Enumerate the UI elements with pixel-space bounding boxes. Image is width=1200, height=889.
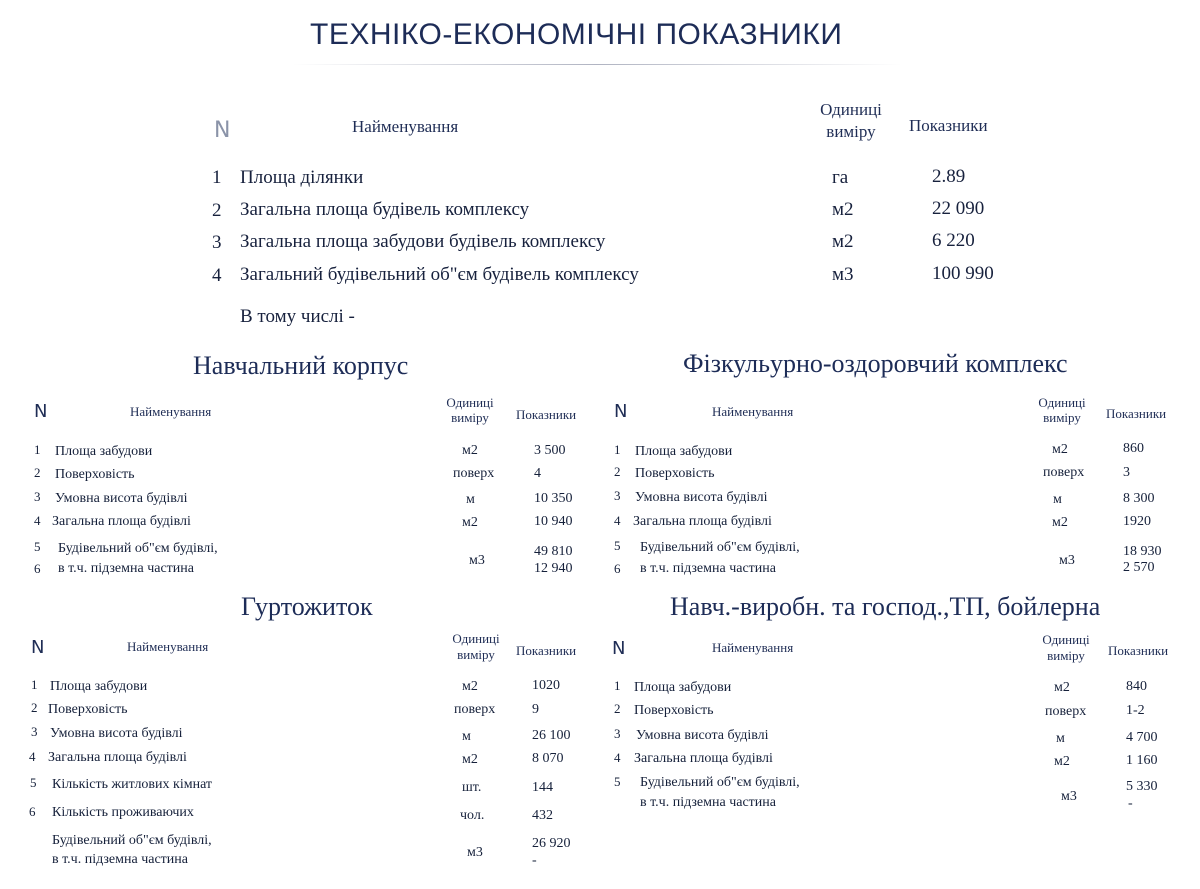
row-unit: га [832,167,849,188]
row-number: 5 [614,774,621,789]
number-sign-header: N [31,637,45,658]
number-sign-header: N [614,401,628,422]
row-unit: м2 [462,752,478,767]
row-value: 18 930 [1123,544,1162,559]
row-unit: м2 [1052,515,1068,530]
row-unit: м3 [832,264,854,285]
row-number: 6 [614,561,621,576]
row-number: 3 [614,726,621,741]
row-value: 1920 [1123,514,1151,529]
row-value: 26 920 [532,836,571,851]
row-name: Будівельний об"єм будівлі, [52,833,212,848]
row-number: 4 [212,265,222,286]
row-number: 2 [212,200,222,221]
row-unit: поверх [454,702,496,717]
section-title: Фізкульурно-оздоровчий комплекс [683,349,1068,378]
row-name: Площа забудови [635,444,733,459]
section-title: Навчальний корпус [193,351,409,380]
row-name: Загальна площа будівель комплексу [240,199,530,220]
row-name: Загальна площа будівлі [48,750,187,765]
row-value: 432 [532,808,553,823]
row-unit: чол. [460,808,485,823]
unit-header-line-1: Одиниці [1042,632,1090,647]
row-number: 5 [34,539,41,554]
row-name-sub: в т.ч. підземна частина [640,795,776,810]
row-number: 3 [31,724,38,739]
row-value: 100 990 [932,263,994,284]
row-number: 4 [29,749,36,764]
row-value: 8 300 [1123,491,1155,506]
row-name: Поверховість [55,467,135,482]
unit-header-line-2: виміру [457,647,495,662]
number-sign-header: N [214,118,231,143]
row-number: 4 [34,513,41,528]
row-value: 860 [1123,441,1144,456]
row-value-sub: 2 570 [1123,560,1155,575]
row-unit: м3 [1061,789,1077,804]
row-name: Поверховість [635,466,715,481]
row-value-sub: 12 940 [534,561,573,576]
number-sign-header: N [34,401,48,422]
row-value: 5 330 [1126,779,1158,794]
row-name: Площа забудови [50,679,148,694]
row-unit: поверх [453,466,495,481]
unit-header-line-1: Одиниці [446,395,494,410]
name-header: Найменування [712,640,794,655]
value-header: Показники [516,407,577,422]
row-value: 49 810 [534,544,573,559]
row-value: 1 160 [1126,753,1158,768]
row-value: 2.89 [932,166,966,187]
row-unit: м2 [1054,754,1070,769]
footnote: В тому числі - [240,306,355,327]
row-unit: м [462,729,471,744]
row-name: Площа забудови [55,444,153,459]
unit-header-line-2: виміру [1043,410,1081,425]
row-name: Умовна висота будівлі [635,490,768,505]
row-name: Будівельний об"єм будівлі, [640,540,800,555]
row-name-sub: в т.ч. підземна частина [640,561,776,576]
row-unit: поверх [1045,704,1087,719]
row-name: Загальний будівельний об"єм будівель комплексу [240,264,639,285]
row-name: Площа забудови [634,680,732,695]
row-name-sub: в т.ч. підземна частина [58,561,194,576]
row-name-sub: в т.ч. підземна частина [52,852,188,867]
row-number: 1 [212,167,222,188]
row-name: Поверховість [634,703,714,718]
row-unit: м2 [462,443,478,458]
name-header: Найменування [712,404,794,419]
row-unit: шт. [462,780,482,795]
value-header: Показники [909,116,988,135]
row-name: Умовна висота будівлі [50,726,183,741]
row-value: 8 070 [532,751,564,766]
row-number: 1 [614,442,621,457]
row-value-sub: - [1128,796,1133,811]
name-header: Найменування [130,404,212,419]
row-number: 2 [31,700,38,715]
row-name: Загальна площа будівлі [633,514,772,529]
row-unit: м2 [832,199,854,220]
row-unit: м2 [832,231,854,252]
row-value: 1020 [532,678,560,693]
row-number: 1 [34,442,41,457]
unit-header-line-2: виміру [826,122,876,141]
row-unit: м2 [462,515,478,530]
row-unit: поверх [1043,465,1085,480]
row-name: Кількість проживаючих [52,805,194,820]
row-number: 2 [34,465,41,480]
row-value: 10 350 [534,491,573,506]
row-number: 1 [31,677,38,692]
name-header: Найменування [127,639,209,654]
row-value: 3 500 [534,443,566,458]
row-value: 840 [1126,679,1147,694]
value-header: Показники [1108,643,1169,658]
row-number: 3 [614,488,621,503]
row-number: 6 [29,804,36,819]
section-title: Гуртожиток [241,592,373,621]
title-underline [292,64,902,65]
row-unit: м [1053,492,1062,507]
page-title: ТЕХНІКО-ЕКОНОМІЧНІ ПОКАЗНИКИ [310,18,843,51]
unit-header-line-2: виміру [451,410,489,425]
row-unit: м [466,492,475,507]
row-number: 1 [614,678,621,693]
row-value: 3 [1123,465,1130,480]
row-number: 2 [614,701,621,716]
row-unit: м [1056,731,1065,746]
row-name: Загальна площа забудови будівель комплексу [240,231,606,252]
unit-header-line-1: Одиниці [820,100,882,119]
row-name: Загальна площа будівлі [634,751,773,766]
row-value: 6 220 [932,230,975,251]
row-unit: м3 [467,845,483,860]
row-number: 2 [614,464,621,479]
unit-header-line-1: Одиниці [452,631,500,646]
row-number: 4 [614,513,621,528]
row-name: Будівельний об"єм будівлі, [640,775,800,790]
row-number: 3 [34,489,41,504]
row-number: 6 [34,561,41,576]
row-name: Умовна висота будівлі [55,491,188,506]
row-value: 22 090 [932,198,985,219]
row-value: 9 [532,702,539,717]
row-value: 144 [532,780,553,795]
row-name: Поверховість [48,702,128,717]
value-header: Показники [516,643,577,658]
row-value: 1-2 [1126,703,1145,718]
row-number: 5 [614,538,621,553]
row-number: 3 [212,232,222,253]
row-name: Кількість житлових кімнат [52,777,213,792]
name-header: Найменування [352,117,459,136]
row-unit: м3 [469,553,485,568]
row-value-sub: - [532,853,537,868]
number-sign-header: N [612,638,626,659]
row-unit: м2 [1052,442,1068,457]
row-value: 10 940 [534,514,573,529]
row-value: 4 [534,466,541,481]
row-value: 26 100 [532,728,571,743]
row-unit: м2 [462,679,478,694]
value-header: Показники [1106,406,1167,421]
row-name: Умовна висота будівлі [636,728,769,743]
row-name: Площа ділянки [240,167,364,188]
section-title: Навч.-виробн. та господ.,ТП, бойлерна [670,592,1101,621]
row-unit: м2 [1054,680,1070,695]
unit-header-line-2: виміру [1047,648,1085,663]
unit-header-line-1: Одиниці [1038,395,1086,410]
row-value: 4 700 [1126,730,1158,745]
row-number: 4 [614,750,621,765]
row-unit: м3 [1059,553,1075,568]
row-name: Будівельний об"єм будівлі, [58,541,218,556]
row-number: 5 [30,775,37,790]
row-name: Загальна площа будівлі [52,514,191,529]
